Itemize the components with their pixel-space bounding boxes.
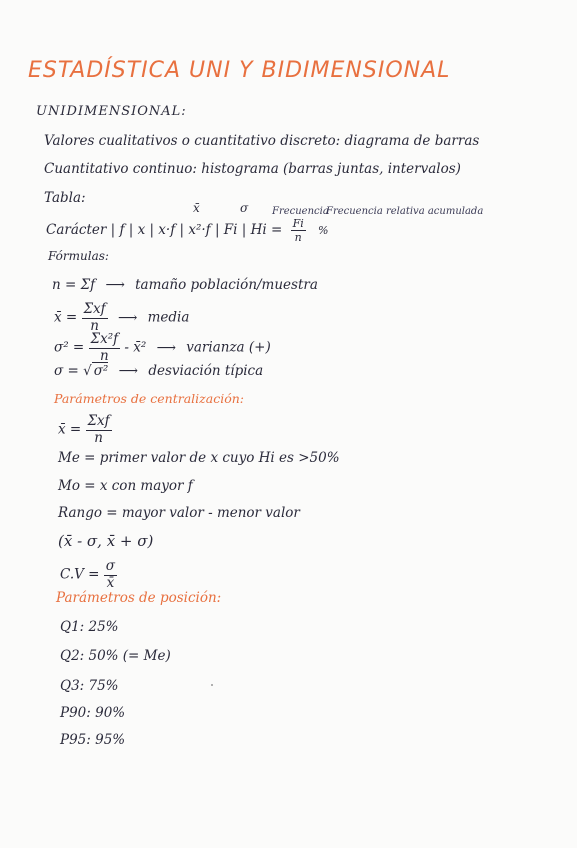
var-rest: - x̄² — [124, 339, 147, 356]
var-desc: varianza (+) — [186, 339, 271, 356]
formula-varianza — [54, 333, 271, 363]
label-x-bar: x̄ — [193, 201, 200, 215]
formula-desviacion — [54, 362, 263, 379]
text-q2: Q2: 50% (= Me) — [60, 648, 171, 664]
hi-den: n — [294, 231, 302, 244]
n-formula: n = Σf — [52, 277, 96, 293]
heading-unidimensional: UNIDIMENSIONAL: — [36, 104, 187, 119]
var-num: Σx²f — [90, 331, 119, 347]
text-q3: Q3: 75% — [60, 678, 119, 694]
formula-n — [52, 277, 318, 293]
formula-cv — [60, 560, 117, 590]
text-intervalo: (x̄ - σ, x̄ + σ) — [58, 532, 154, 550]
arrow-icon: ⟶ — [105, 277, 125, 293]
text-p90: P90: 90% — [60, 705, 126, 721]
media-fraction — [82, 303, 108, 333]
desv-radicand: σ² — [93, 363, 109, 379]
caracter-row-text: Carácter | f | x | x·f | x²·f | Fi | Hi = — [46, 222, 283, 238]
hi-pct: % — [318, 224, 329, 237]
cv-lhs: C.V = — [60, 566, 100, 583]
c-media-fraction — [86, 415, 112, 445]
label-frecuencia: Frecuencia — [272, 206, 329, 217]
c-media-den: n — [94, 429, 103, 446]
arrow-icon: ⟶ — [117, 309, 138, 326]
page-title: ESTADÍSTICA UNI Y BIDIMENSIONAL — [28, 58, 451, 83]
c-media-num: Σxf — [87, 413, 110, 429]
formula-media — [54, 303, 189, 333]
arrow-icon: ⟶ — [118, 363, 139, 379]
heading-formulas: Fórmulas: — [48, 249, 109, 263]
label-frecuencia-relativa: Frecuencia relativa acumulada — [326, 206, 484, 217]
var-fraction — [89, 333, 121, 363]
media-den: n — [90, 317, 99, 334]
arrow-icon: ⟶ — [156, 339, 176, 356]
label-sigma: σ — [240, 201, 249, 215]
hi-fraction — [291, 218, 306, 243]
media-lhs: x̄ = — [54, 309, 78, 326]
heading-posicion: Parámetros de posición: — [56, 590, 222, 606]
text-tabla: Tabla: — [44, 190, 86, 206]
ink-dot — [211, 684, 213, 686]
text-continuo: Cuantitativo continuo: histograma (barras juntas, intervalos) — [44, 161, 461, 177]
desv-lhs: σ = √ — [54, 363, 92, 379]
text-p95: P95: 95% — [60, 732, 126, 748]
text-q1: Q1: 25% — [60, 619, 119, 635]
caracter-row — [46, 218, 329, 243]
centralizacion-media — [58, 415, 112, 445]
cv-fraction — [104, 560, 117, 590]
text-moda: Mo = x con mayor f — [58, 478, 193, 494]
heading-centralizacion: Parámetros de centralización: — [54, 391, 244, 406]
cv-den: x̄ — [106, 574, 115, 591]
hi-num: Fi — [292, 217, 304, 230]
desv-desc: desviación típica — [148, 363, 264, 379]
var-lhs: σ² = — [54, 339, 85, 356]
c-media-lhs: x̄ = — [58, 421, 82, 438]
n-desc: tamaño población/muestra — [135, 277, 318, 293]
text-mediana: Me = primer valor de x cuyo Hi es >50% — [58, 450, 340, 466]
text-rango: Rango = mayor valor - menor valor — [58, 505, 300, 521]
cv-num: σ — [105, 558, 116, 574]
media-num: Σxf — [83, 301, 106, 317]
text-cualitativos: Valores cualitativos o cuantitativo discreto: diagrama de barras — [44, 133, 480, 149]
media-desc: media — [147, 309, 190, 326]
var-den: n — [99, 347, 109, 364]
